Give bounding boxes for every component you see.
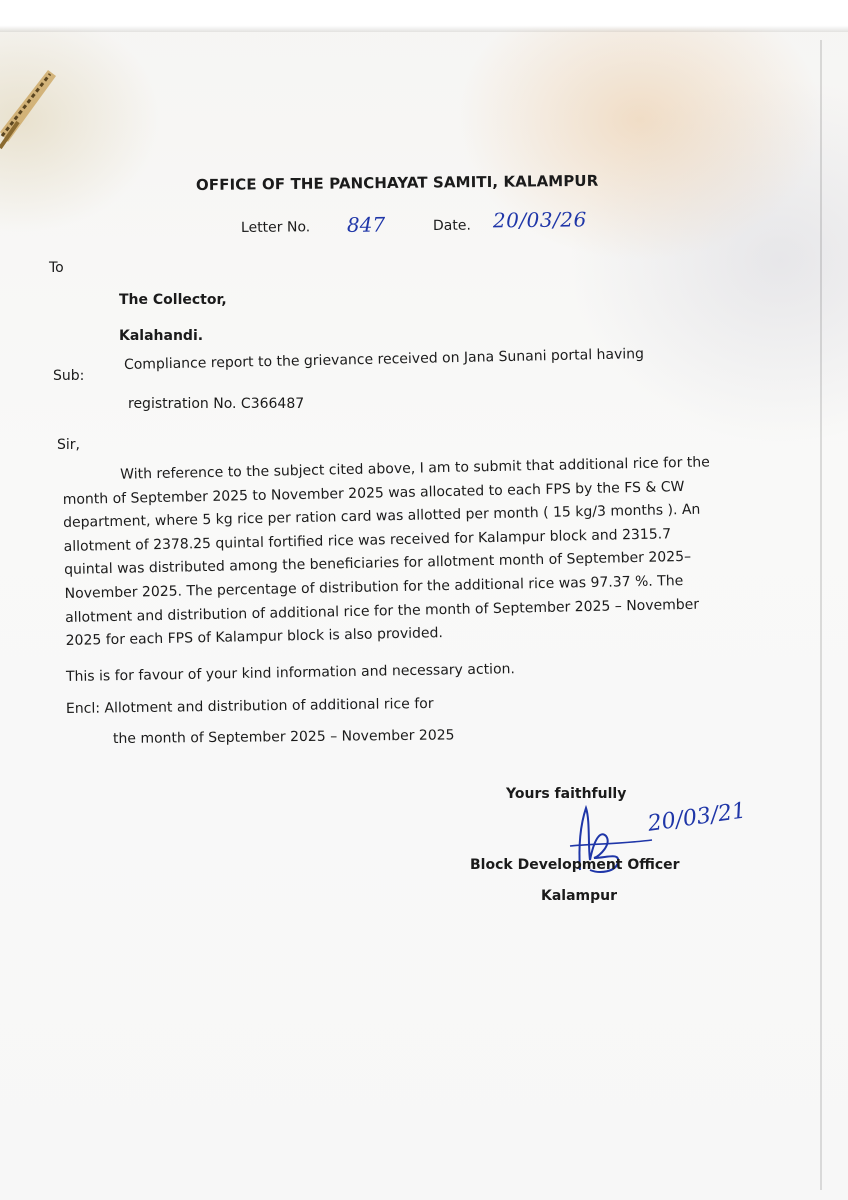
binder-clip-mark xyxy=(0,62,64,152)
letter-no-value: 847 xyxy=(346,212,386,237)
favour-line: This is for favour of your kind information and necessary action. xyxy=(65,661,516,685)
subject-line-2: registration No. C366487 xyxy=(128,396,305,412)
body-line: With reference to the subject cited above, I am to submit that additional rice for the xyxy=(120,454,710,483)
body-line: allotment of 2378.25 quintal fortified rice was received for Kalampur block and 2315.7 xyxy=(63,526,672,555)
recipient-line-1: The Collector, xyxy=(119,292,227,308)
closing: Yours faithfully xyxy=(506,786,627,802)
subject-label: Sub: xyxy=(53,368,85,384)
body-line: department, where 5 kg rice per ration card was allotted per month ( 15 kg/3 months ). An xyxy=(63,501,701,532)
body-paragraph xyxy=(62,451,746,654)
body-line: November 2025. The percentage of distribution for the additional rice was 97.37 %. The xyxy=(64,572,684,602)
letter-reference-line xyxy=(240,207,601,244)
signature-date: 20/03/21 xyxy=(646,798,748,837)
date-label: Date. xyxy=(432,217,471,234)
letter-no-label: Letter No. xyxy=(240,219,311,236)
scan-top-edge xyxy=(0,0,848,32)
subject-line-1: Compliance report to the grievance received on Jana Sunani portal having xyxy=(123,346,645,373)
body-line: allotment and distribution of additional rice for the month of September 2025 – November xyxy=(65,596,700,626)
salutation: Sir, xyxy=(57,437,80,453)
date-value: 20/03/26 xyxy=(492,207,587,233)
enclosure-line-2: the month of September 2025 – November 2025 xyxy=(112,727,455,747)
body-line: 2025 for each FPS of Kalampur block is also provided. xyxy=(65,625,444,650)
body-line: quintal was distributed among the beneficiaries for allotment month of September 2025– xyxy=(64,549,692,579)
recipient-line-2: Kalahandi. xyxy=(119,328,204,344)
signoff-place: Kalampur xyxy=(541,888,618,904)
body-line: month of September 2025 to November 2025 was allocated to each FPS by the FS & CW xyxy=(62,478,685,508)
to-label: To xyxy=(49,260,64,276)
page-fold-shadow xyxy=(820,40,822,1190)
designation: Block Development Officer xyxy=(470,857,680,873)
office-title: OFFICE OF THE PANCHAYAT SAMITI, KALAMPUR xyxy=(195,171,599,194)
enclosure-line-1: Encl: Allotment and distribution of additional rice for xyxy=(65,695,434,717)
